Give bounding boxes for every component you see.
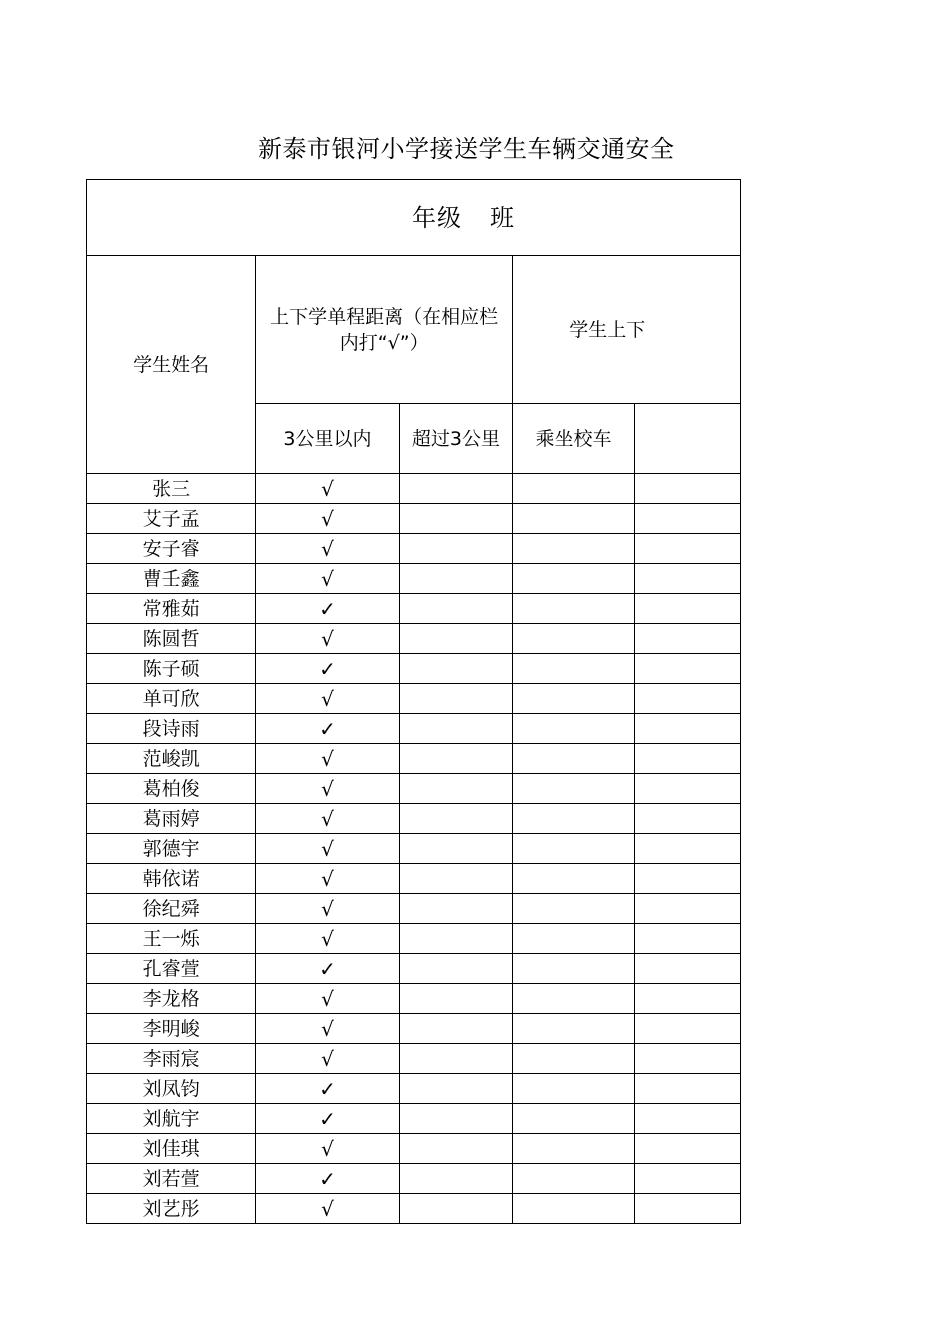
over-3km-cell (399, 1044, 512, 1074)
over-3km-cell (399, 1134, 512, 1164)
over-3km-cell (399, 834, 512, 864)
school-bus-cell (513, 984, 635, 1014)
student-name-cell: 段诗雨 (87, 714, 256, 744)
over-3km-cell (399, 714, 512, 744)
table-row (87, 534, 741, 564)
table-row (87, 834, 741, 864)
within-3km-cell: √ (256, 474, 400, 504)
next-cell (634, 864, 740, 894)
next-header-cell (634, 404, 740, 474)
within-3km-cell: √ (256, 984, 400, 1014)
school-bus-cell (513, 594, 635, 624)
within-3km-cell: √ (256, 894, 400, 924)
student-name-cell: 刘若萱 (87, 1164, 256, 1194)
next-cell (634, 984, 740, 1014)
table-row (87, 894, 741, 924)
within-3km-cell: √ (256, 744, 400, 774)
student-name-cell: 郭德宇 (87, 834, 256, 864)
school-bus-cell (513, 894, 635, 924)
next-cell (634, 594, 740, 624)
school-bus-cell (513, 834, 635, 864)
student-name-cell: 张三 (87, 474, 256, 504)
school-bus-cell (513, 684, 635, 714)
grade-class-row (87, 180, 741, 256)
within-3km-cell: √ (256, 774, 400, 804)
student-name-cell: 陈子硕 (87, 654, 256, 684)
next-cell (634, 924, 740, 954)
school-bus-cell (513, 1194, 635, 1224)
over-3km-cell (399, 534, 512, 564)
student-name-cell: 刘航宇 (87, 1104, 256, 1134)
table-row (87, 924, 741, 954)
next-cell (634, 1014, 740, 1044)
table-row (87, 984, 741, 1014)
within-3km-cell: √ (256, 924, 400, 954)
within-3km-cell: √ (256, 684, 400, 714)
school-bus-cell (513, 624, 635, 654)
grade-label: 年级 (412, 203, 462, 232)
next-cell (634, 1194, 740, 1224)
student-name-cell: 单可欣 (87, 684, 256, 714)
over-3km-cell (399, 1014, 512, 1044)
within-3km-cell: √ (256, 1134, 400, 1164)
within-3km-cell: √ (256, 534, 400, 564)
student-name-cell: 范峻凯 (87, 744, 256, 774)
table-row (87, 1104, 741, 1134)
next-cell (634, 954, 740, 984)
over-3km-cell (399, 684, 512, 714)
next-cell (634, 804, 740, 834)
table-row (87, 1014, 741, 1044)
within-3km-cell: ✓ (256, 1164, 400, 1194)
over-3km-cell (399, 654, 512, 684)
school-bus-cell (513, 1044, 635, 1074)
student-name-cell: 葛雨婷 (87, 804, 256, 834)
within-3km-header: 3公里以内 (256, 404, 400, 474)
table-row (87, 864, 741, 894)
within-3km-cell: ✓ (256, 594, 400, 624)
student-name-cell: 李明峻 (87, 1014, 256, 1044)
table-row (87, 504, 741, 534)
page-right-margin (741, 0, 950, 1344)
school-bus-cell (513, 1074, 635, 1104)
next-cell (634, 624, 740, 654)
over-3km-cell (399, 474, 512, 504)
next-cell (634, 894, 740, 924)
table-row (87, 1134, 741, 1164)
school-bus-cell (513, 1014, 635, 1044)
student-name-cell: 安子睿 (87, 534, 256, 564)
school-bus-cell (513, 474, 635, 504)
student-name-cell: 孔睿萱 (87, 954, 256, 984)
over-3km-cell (399, 1074, 512, 1104)
over-3km-header: 超过3公里 (399, 404, 512, 474)
student-name-cell: 李龙格 (87, 984, 256, 1014)
over-3km-cell (399, 504, 512, 534)
school-bus-cell (513, 504, 635, 534)
over-3km-cell (399, 984, 512, 1014)
next-cell (634, 474, 740, 504)
next-cell (634, 834, 740, 864)
header-row-1 (87, 256, 741, 404)
over-3km-cell (399, 1194, 512, 1224)
table-row (87, 744, 741, 774)
over-3km-cell (399, 804, 512, 834)
school-bus-cell (513, 924, 635, 954)
next-cell (634, 1044, 740, 1074)
school-bus-cell (513, 744, 635, 774)
next-cell (634, 504, 740, 534)
student-name-cell: 刘凤钧 (87, 1074, 256, 1104)
next-cell (634, 534, 740, 564)
next-cell (634, 774, 740, 804)
over-3km-cell (399, 744, 512, 774)
within-3km-cell: √ (256, 804, 400, 834)
next-cell (634, 714, 740, 744)
table-row (87, 774, 741, 804)
table-row (87, 714, 741, 744)
school-bus-cell (513, 864, 635, 894)
next-cell (634, 1074, 740, 1104)
school-bus-cell (513, 1134, 635, 1164)
next-cell (634, 1104, 740, 1134)
table-row (87, 624, 741, 654)
within-3km-cell: √ (256, 864, 400, 894)
within-3km-cell: √ (256, 1014, 400, 1044)
within-3km-cell: √ (256, 834, 400, 864)
next-cell (634, 654, 740, 684)
table-row (87, 804, 741, 834)
over-3km-cell (399, 1104, 512, 1134)
over-3km-cell (399, 954, 512, 984)
table-row (87, 654, 741, 684)
next-cell (634, 744, 740, 774)
grade-class-cell (87, 180, 741, 256)
student-name-cell: 刘佳琪 (87, 1134, 256, 1164)
next-cell (634, 684, 740, 714)
table-row (87, 684, 741, 714)
table-row (87, 1164, 741, 1194)
student-name-cell: 刘艺彤 (87, 1194, 256, 1224)
next-cell (634, 1134, 740, 1164)
next-cell (634, 1164, 740, 1194)
class-label: 班 (490, 203, 515, 232)
within-3km-cell: ✓ (256, 654, 400, 684)
within-3km-cell: √ (256, 1044, 400, 1074)
student-name-cell: 陈圆哲 (87, 624, 256, 654)
within-3km-cell: √ (256, 1194, 400, 1224)
over-3km-cell (399, 924, 512, 954)
school-bus-cell (513, 774, 635, 804)
over-3km-cell (399, 1164, 512, 1194)
school-bus-cell (513, 564, 635, 594)
over-3km-cell (399, 774, 512, 804)
over-3km-cell (399, 864, 512, 894)
school-bus-cell (513, 714, 635, 744)
within-3km-cell: ✓ (256, 1104, 400, 1134)
student-name-cell: 艾子孟 (87, 504, 256, 534)
school-bus-cell (513, 954, 635, 984)
transport-group-header: 学生上下 (513, 256, 741, 404)
student-name-cell: 曹壬鑫 (87, 564, 256, 594)
over-3km-cell (399, 564, 512, 594)
student-name-cell: 常雅茹 (87, 594, 256, 624)
within-3km-cell: √ (256, 624, 400, 654)
school-bus-cell (513, 654, 635, 684)
over-3km-cell (399, 624, 512, 654)
document-title: 新泰市银河小学接送学生车辆交通安全 (258, 135, 675, 163)
within-3km-cell: ✓ (256, 714, 400, 744)
table-row (87, 1074, 741, 1104)
student-name-cell: 徐纪舜 (87, 894, 256, 924)
school-bus-cell (513, 534, 635, 564)
table-row (87, 1044, 741, 1074)
school-bus-cell (513, 1104, 635, 1134)
over-3km-cell (399, 894, 512, 924)
within-3km-cell: √ (256, 564, 400, 594)
within-3km-cell: ✓ (256, 954, 400, 984)
distance-group-header: 上下学单程距离（在相应栏内打“√”） (256, 256, 513, 404)
school-bus-cell (513, 804, 635, 834)
over-3km-cell (399, 594, 512, 624)
student-name-cell: 葛柏俊 (87, 774, 256, 804)
within-3km-cell: ✓ (256, 1074, 400, 1104)
table-row (87, 954, 741, 984)
school-bus-header: 乘坐校车 (513, 404, 635, 474)
school-bus-cell (513, 1164, 635, 1194)
table-row (87, 594, 741, 624)
next-cell (634, 564, 740, 594)
table-row (87, 1194, 741, 1224)
student-name-cell: 李雨宸 (87, 1044, 256, 1074)
within-3km-cell: √ (256, 504, 400, 534)
student-name-cell: 韩依诺 (87, 864, 256, 894)
student-name-header: 学生姓名 (87, 256, 256, 474)
table-row (87, 564, 741, 594)
table-row (87, 474, 741, 504)
student-transport-table (86, 179, 741, 1224)
student-name-cell: 王一烁 (87, 924, 256, 954)
